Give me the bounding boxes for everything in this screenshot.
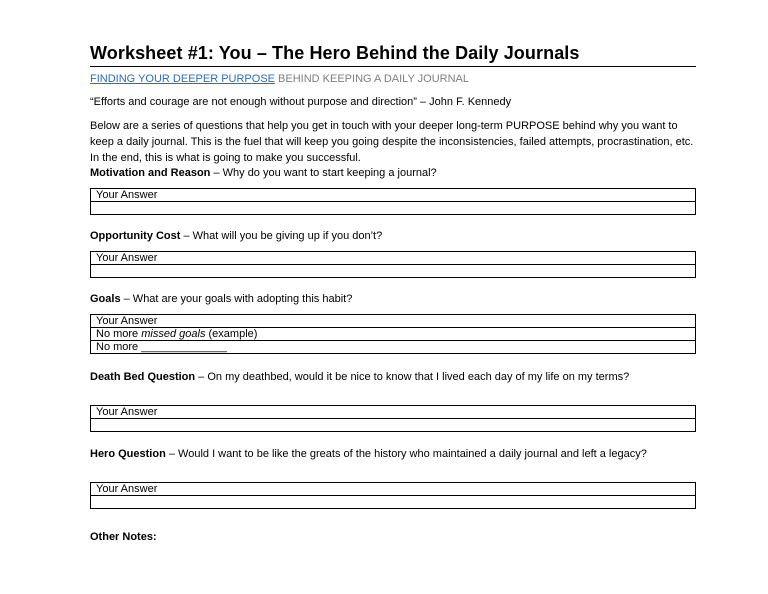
- answer-table-motivation: [90, 188, 696, 215]
- goal-row-2[interactable]: No more ______________: [91, 341, 696, 354]
- question-hero: [90, 447, 696, 462]
- answer-label: Your Answer: [91, 252, 696, 265]
- question-motivation: [90, 166, 696, 181]
- quote: “Efforts and courage are not enough without purpose and direction” – John F. Kennedy: [90, 96, 512, 108]
- answer-label: Your Answer: [91, 315, 696, 328]
- other-notes-heading: Other Notes:: [90, 531, 157, 543]
- question-text: – Why do you want to start keeping a journal?: [210, 167, 437, 179]
- answer-table-goals: [90, 314, 696, 354]
- question-text: – What will you be giving up if you don’t?: [180, 230, 383, 242]
- answer-field[interactable]: [91, 419, 696, 432]
- question-opportunity-cost: [90, 229, 696, 244]
- question-text: – Would I want to be like the greats of the history who maintained a daily journal and left a legacy?: [165, 448, 647, 460]
- question-death-bed: [90, 370, 696, 385]
- answer-table-death-bed: [90, 405, 696, 432]
- question-text: – On my deathbed, would it be nice to know that I lived each day of my life on my terms?: [195, 371, 630, 383]
- answer-label: Your Answer: [91, 406, 696, 419]
- subtitle-link[interactable]: FINDING YOUR DEEPER PURPOSE: [90, 73, 275, 85]
- question-label: Hero Question: [90, 448, 166, 460]
- intro-paragraph: Below are a series of questions that help you get in touch with your deeper long-term PURPOSE behind why you want to keep a daily journal. This is the fuel that will keep you going despite the inconsistencies, failed attempts, procrastination, etc. In the end, this is what is going to make you successful.: [90, 120, 694, 164]
- question-goals: [90, 292, 696, 307]
- answer-field[interactable]: [91, 265, 696, 278]
- question-label: Goals: [90, 293, 121, 305]
- answer-field[interactable]: [91, 202, 696, 215]
- answer-field[interactable]: [91, 496, 696, 509]
- answer-table-hero: [90, 482, 696, 509]
- answer-label: Your Answer: [91, 189, 696, 202]
- page-title: Worksheet #1: You – The Hero Behind the Daily Journals: [90, 42, 696, 67]
- goal-row-1[interactable]: No more missed goals (example): [91, 328, 696, 341]
- subtitle: [90, 73, 469, 85]
- question-label: Opportunity Cost: [90, 230, 181, 242]
- subtitle-rest: BEHIND KEEPING A DAILY JOURNAL: [275, 73, 469, 85]
- question-label: Death Bed Question: [90, 371, 196, 383]
- question-label: Motivation and Reason: [90, 167, 211, 179]
- answer-table-opportunity-cost: [90, 251, 696, 278]
- answer-label: Your Answer: [91, 483, 696, 496]
- question-text: – What are your goals with adopting this habit?: [120, 293, 353, 305]
